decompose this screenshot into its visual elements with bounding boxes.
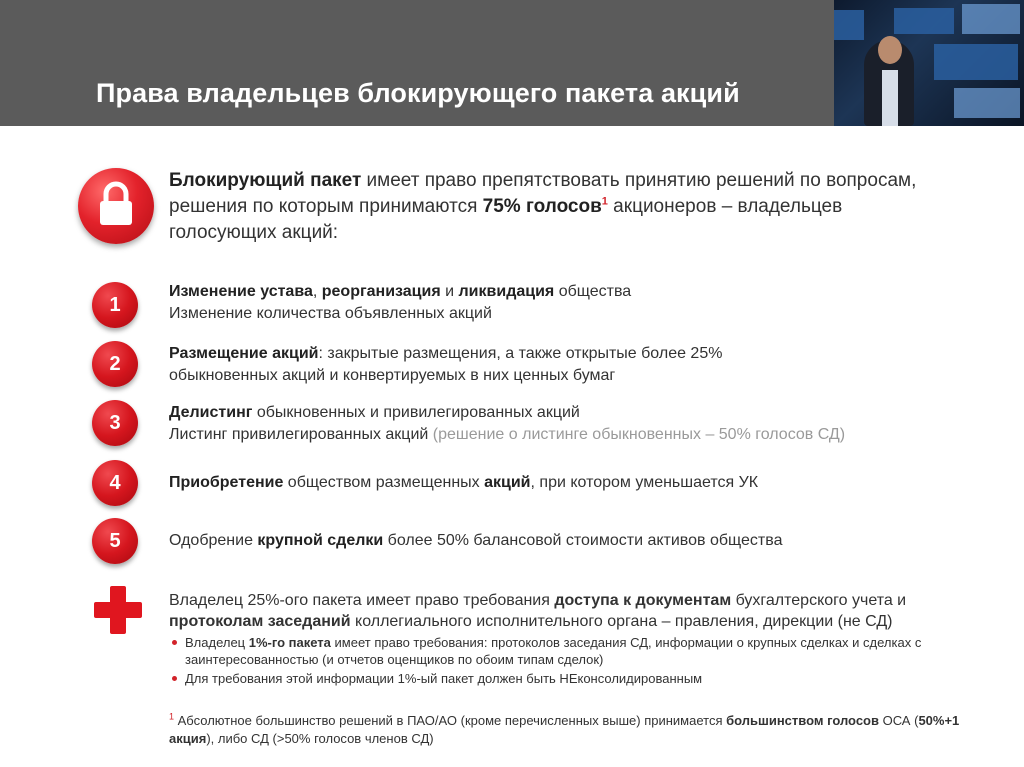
bullet-icon [172,640,177,645]
list-item: Владелец 1%-го пакета имеет право требования: протоколов заседания СД, информации о крупных сделках и сделках с заинтересованностью (и отчетов оценщиков по обоим типам сделок) [169,634,959,668]
number-badge-3: 3 [92,400,138,446]
list-item-4: Приобретение обществом размещенных акций, при котором уменьшается УК [169,474,759,491]
additional-rights-text: Владелец 25%-ого пакета имеет право требования доступа к документам бухгалтерского учета и протоколам заседаний коллегиального исполнительного органа – правления, дирекции (не СД) [169,592,907,630]
number-badge-5: 5 [92,518,138,564]
header-bar [0,0,1024,126]
intro-text: Блокирующий пакет имеет право препятствовать принятию решений по вопросам, решения по которым принимаются 75% голосов$^1$ акционеров – владельцев голосующих акций: [169,170,917,243]
number-badge-2: 2 [92,341,138,387]
page-title: Права владельцев блокирующего пакета акций [96,78,740,108]
list-item-1: Изменение устава, реорганизация и ликвидация общества Изменение количества объявленных акций [169,283,632,322]
list-item: Для требования этой информации 1%-ый пакет должен быть НЕконсолидированным [169,670,959,687]
lock-badge [78,168,154,244]
list-item-3: Делистинг обыкновенных и привилегированных акций Листинг привилегированных акций (решение о листинге обыкновенных – 50% голосов СД) [169,404,846,443]
list-item-5: Одобрение крупной сделки более 50% балансовой стоимости активов общества [169,532,783,549]
trading-floor-photo [834,0,1024,126]
list-item-2: Размещение акций: закрытые размещения, а также открытые более 25% обыкновенных акций и конвертируемых в них ценных бумаг [169,345,723,384]
number-badge-1: 1 [92,282,138,328]
lock-icon [96,180,136,228]
footnote: $^1$ Абсолютное большинство решений в ПАО/АО (кроме перечисленных выше) принимается большинством голосов ОСА (50%+1 акция), либо СД (>50% голосов членов СД) [169,711,960,746]
bullet-icon [172,676,177,681]
plus-icon [94,586,142,634]
number-badge-4: 4 [92,460,138,506]
bullet-list [169,634,959,689]
